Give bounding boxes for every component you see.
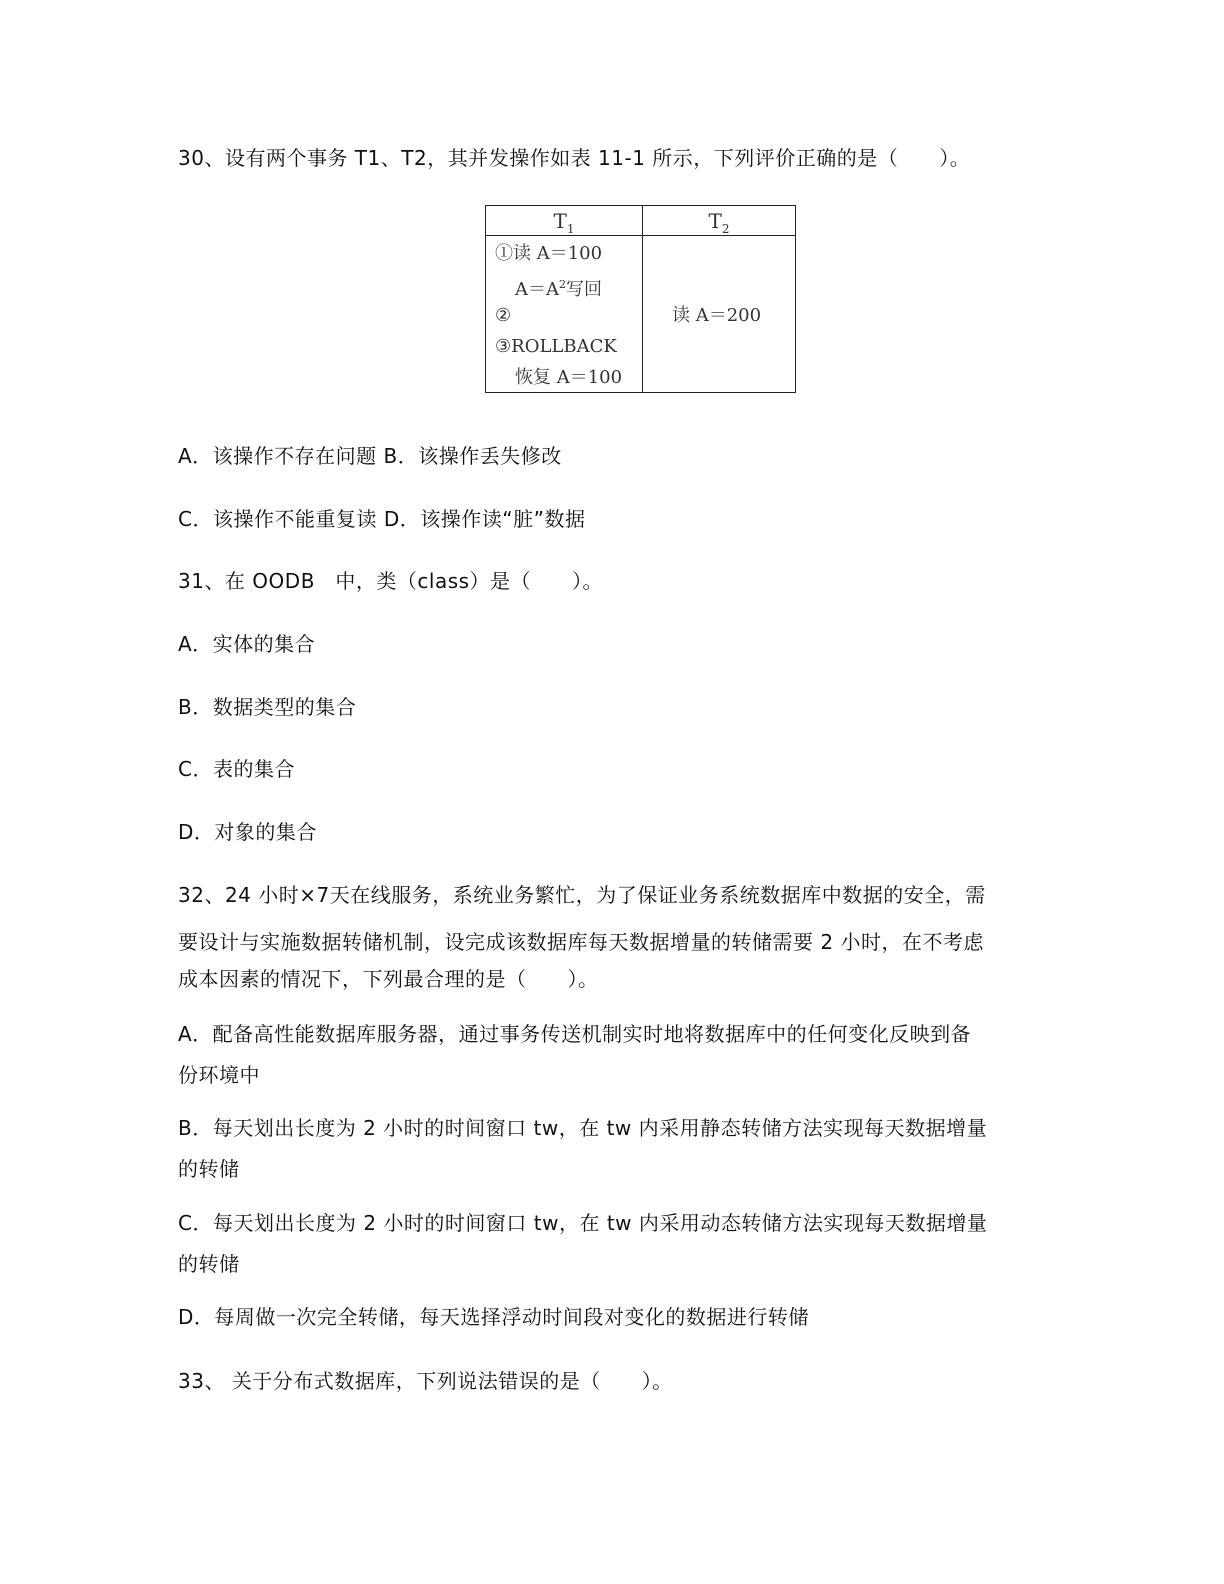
t1-step-2: ②	[495, 305, 512, 326]
transaction-table	[485, 205, 796, 393]
question-31-option-c: C．表的集合	[178, 757, 295, 781]
t1-step-rollback: ③ROLLBACK	[495, 336, 617, 357]
question-32-option-a-line-2: 份环境中	[178, 1063, 260, 1087]
question-32-stem-line-2: 要设计与实施数据转储机制，设完成该数据库每天数据增量的转储需要 2 小时，在不考虑	[178, 930, 984, 954]
t1-step-writeback: $A=A^2$写回	[515, 278, 602, 300]
question-32-option-d: D．每周做一次完全转储，每天选择浮动时间段对变化的数据进行转储	[178, 1305, 809, 1329]
question-32-option-b-line-2: 的转储	[178, 1157, 240, 1181]
question-32-option-c-line-1: C．每天划出长度为 2 小时的时间窗口 tw，在 tw 内采用动态转储方法实现每天数据增量	[178, 1211, 988, 1235]
table-header-t2: $T_2$	[708, 209, 730, 236]
question-30-stem: 30、设有两个事务 T1、T2，其并发操作如表 11-1 所示，下列评价正确的是（ ）。	[178, 146, 971, 170]
question-30-options-ab: A．该操作不存在问题 B．该操作丢失修改	[178, 444, 562, 468]
question-31-option-d: D．对象的集合	[178, 820, 317, 844]
question-31-stem: 31、在 OODB 中，类（class）是（ ）。	[178, 569, 604, 593]
question-30-options-cd: C．该操作不能重复读 D．该操作读“脏”数据	[178, 507, 586, 531]
question-31-option-b: B．数据类型的集合	[178, 695, 357, 719]
table-header-t1: $T_1$	[553, 209, 575, 236]
question-32-option-b-line-1: B．每天划出长度为 2 小时的时间窗口 tw，在 tw 内采用静态转储方法实现每天数据增量	[178, 1116, 988, 1140]
question-32-option-a-line-1: A．配备高性能数据库服务器，通过事务传送机制实时地将数据库中的任何变化反映到备	[178, 1022, 972, 1046]
t1-step-read: ①读 A＝100	[495, 243, 603, 264]
question-33-stem: 33、 关于分布式数据库，下列说法错误的是（ ）。	[178, 1369, 673, 1393]
t1-step-restore: 恢复 A＝100	[515, 367, 623, 388]
question-32-stem-line-3: 成本因素的情况下，下列最合理的是（ ）。	[178, 967, 599, 991]
question-31-option-a: A．实体的集合	[178, 632, 316, 656]
question-32-stem-line-1: 32、24 小时×7天在线服务，系统业务繁忙，为了保证业务系统数据库中数据的安全，需	[178, 883, 986, 907]
question-32-option-c-line-2: 的转储	[178, 1252, 240, 1276]
t2-step-read: 读 A＝200	[672, 305, 762, 326]
